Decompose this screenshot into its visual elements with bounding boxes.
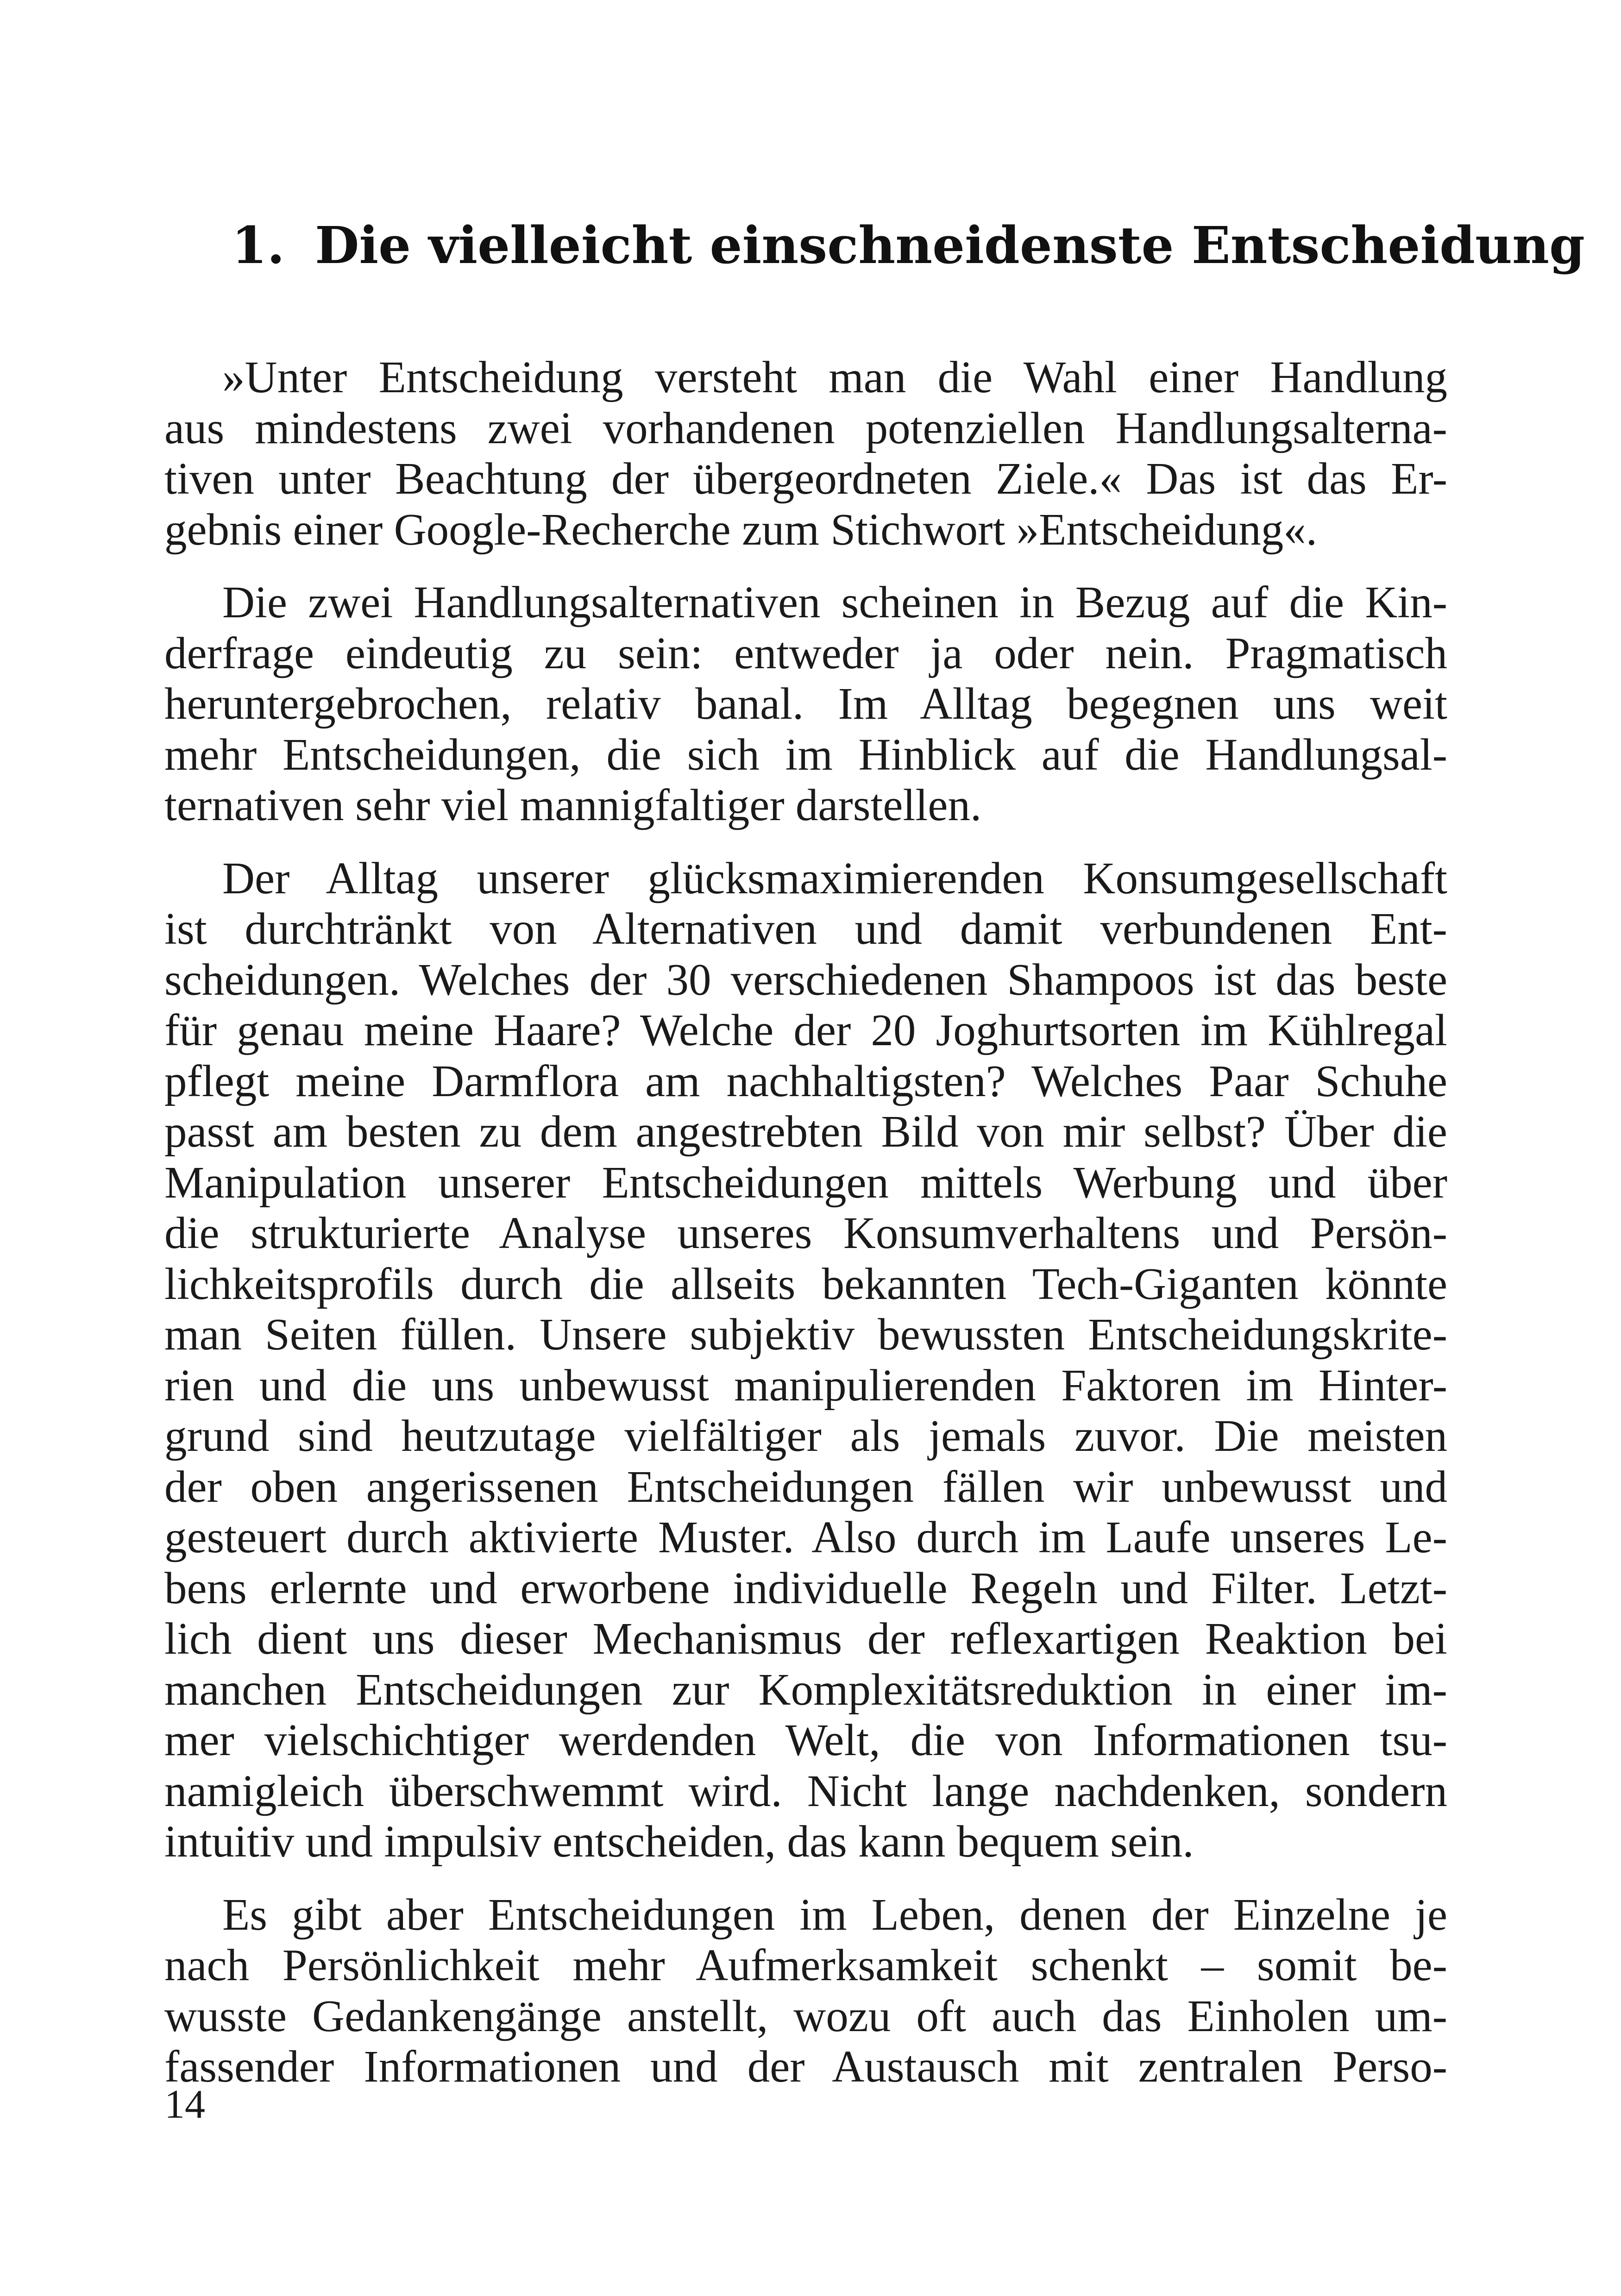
text-line: gebnis einer Google-Recherche zum Stichwort »Entscheidung«. — [164, 504, 1317, 554]
text-line: namigleich überschwemmt wird. Nicht lange nachdenken, sondern — [164, 1766, 1447, 1816]
text-line: pflegt meine Darmflora am nachhaltigsten? Welches Paar Schuhe — [164, 1056, 1447, 1106]
paragraph-3 — [164, 853, 1447, 1867]
text-line: man Seiten füllen. Unsere subjektiv bewussten Entscheidungskrite- — [164, 1310, 1447, 1359]
text-line: der oben angerissenen Entscheidungen fällen wir unbewusst und — [164, 1462, 1447, 1512]
text-line: für genau meine Haare? Welche der 20 Joghurtsorten im Kühlregal — [164, 1005, 1447, 1055]
text-line: ternativen sehr viel mannigfaltiger darstellen. — [164, 780, 982, 830]
text-line: rien und die uns unbewusst manipulierenden Faktoren im Hinter- — [164, 1360, 1447, 1410]
paragraph-1 — [164, 352, 1447, 555]
text-line: grund sind heutzutage vielfältiger als jemals zuvor. Die meisten — [164, 1411, 1447, 1461]
text-line: derfrage eindeutig zu sein: entweder ja oder nein. Pragmatisch — [164, 628, 1447, 678]
text-line: Manipulation unserer Entscheidungen mittels Werbung und über — [164, 1157, 1447, 1207]
body-text — [164, 352, 1447, 2092]
text-line: mehr Entscheidungen, die sich im Hinblick auf die Handlungsal- — [164, 729, 1447, 779]
text-line: mer vielschichtiger werdenden Welt, die von Informationen tsu- — [164, 1715, 1447, 1765]
text-line: gesteuert durch aktivierte Muster. Also durch im Laufe unseres Le- — [164, 1512, 1447, 1562]
text-line: Die zwei Handlungsalternativen scheinen in Bezug auf die Kin- — [222, 577, 1447, 627]
text-line: scheidungen. Welches der 30 verschiedenen Shampoos ist das beste — [164, 954, 1447, 1004]
text-line: tiven unter Beachtung der übergeordneten Ziele.« Das ist das Er- — [164, 454, 1447, 503]
text-line: heruntergebrochen, relativ banal. Im Alltag begegnen uns weit — [164, 679, 1447, 728]
text-line: aus mindestens zwei vorhandenen potenziellen Handlungsalterna- — [164, 403, 1447, 453]
paragraph-2 — [164, 577, 1447, 831]
text-line: passt am besten zu dem angestrebten Bild von mir selbst? Über die — [164, 1107, 1447, 1156]
text-line: lichkeitsprofils durch die allseits bekannten Tech-Giganten könnte — [164, 1259, 1447, 1309]
text-line: »Unter Entscheidung versteht man die Wahl einer Handlung — [222, 352, 1447, 402]
paragraph-4 — [164, 1889, 1447, 2092]
text-line: fassender Informationen und der Austausch mit zentralen Perso- — [164, 2042, 1447, 2091]
chapter-title: Die vielleicht einschneidenste Entscheidung — [315, 215, 1585, 275]
text-line: wusste Gedankengänge anstellt, wozu oft auch das Einholen um- — [164, 1991, 1447, 2041]
text-line: die strukturierte Analyse unseres Konsumverhaltens und Persön- — [164, 1208, 1447, 1258]
text-line: nach Persönlichkeit mehr Aufmerksamkeit schenkt – somit be- — [164, 1940, 1447, 1990]
text-line: Der Alltag unserer glücksmaximierenden Konsumgesellschaft — [222, 853, 1447, 903]
text-line: manchen Entscheidungen zur Komplexitätsreduktion in einer im- — [164, 1664, 1447, 1714]
page-number: 14 — [164, 2082, 205, 2127]
text-line: bens erlernte und erworbene individuelle Regeln und Filter. Letzt- — [164, 1563, 1447, 1613]
chapter-heading — [232, 211, 1585, 280]
text-line: intuitiv und impulsiv entscheiden, das kann bequem sein. — [164, 1817, 1194, 1866]
text-line: ist durchtränkt von Alternativen und damit verbundenen Ent- — [164, 904, 1447, 954]
text-line: Es gibt aber Entscheidungen im Leben, denen der Einzelne je — [222, 1889, 1447, 1939]
text-line: lich dient uns dieser Mechanismus der reflexartigen Reaktion bei — [164, 1614, 1447, 1663]
chapter-number: 1. — [232, 215, 285, 275]
